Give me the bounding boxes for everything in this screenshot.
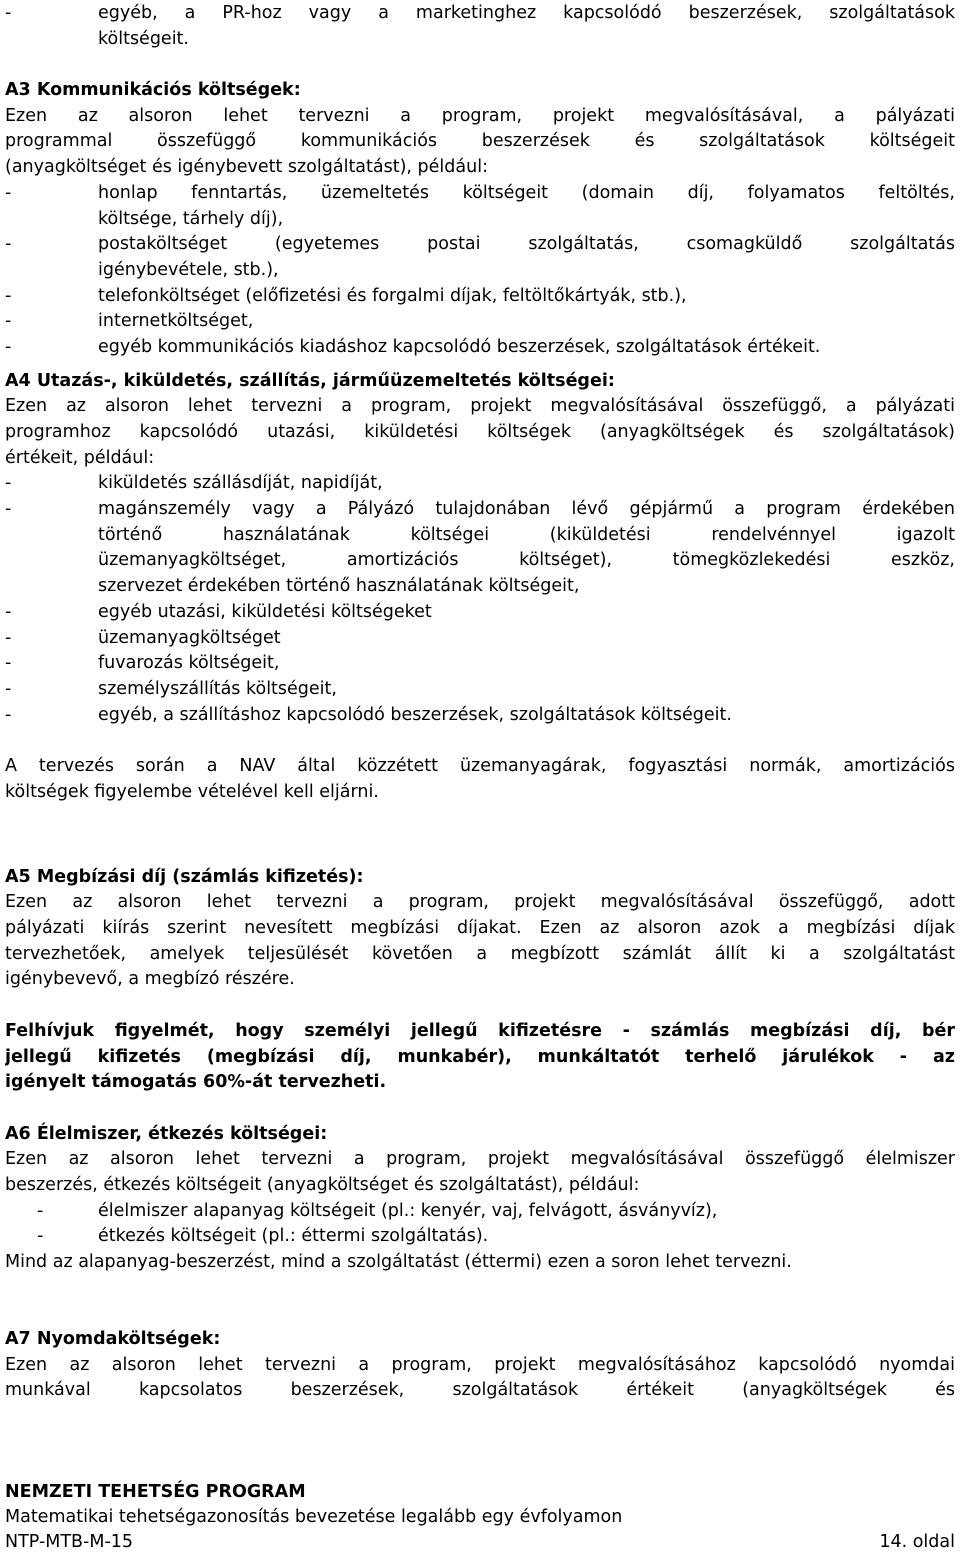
paragraph-line: (anyagköltséget és igénybevett szolgáltatást), például: (5, 157, 488, 178)
list-item (5, 703, 955, 729)
section-title-a7: A7 Nyomdaköltségek: (5, 1329, 221, 1350)
list-item (5, 497, 955, 523)
list-item (5, 1, 955, 27)
list-item (5, 677, 955, 703)
list-dash: - (5, 336, 12, 357)
list-item-text: étkezés költségeit (pl.: éttermi szolgáltatás). (98, 1226, 489, 1247)
list-dash: - (5, 499, 12, 520)
list-dash: - (37, 1226, 44, 1247)
footer-program: NEMZETI TEHETSÉG PROGRAM (5, 1482, 306, 1502)
list-item (5, 1199, 955, 1225)
list-dash: - (37, 1200, 44, 1221)
list-item-text: fuvarozás költségeit, (98, 653, 280, 674)
page-footer (5, 1480, 955, 1555)
spacer (5, 1096, 955, 1122)
spacer (5, 728, 955, 754)
list-item (5, 181, 955, 207)
list-item-text: személyszállítás költségeit, (98, 678, 337, 699)
paragraph-line: Ezen az alsoron lehet tervezni a program, projekt megvalósításával összefüggő, a pályázati (5, 396, 955, 417)
list-item-text: egyéb, a PR-hoz vagy a marketinghez kapcsolódó beszerzések, szolgáltatások (98, 3, 955, 23)
list-item-text: internetköltséget, (98, 311, 254, 332)
section-title-a3: A3 Kommunikációs költségek: (5, 80, 301, 101)
spacer (5, 857, 955, 865)
list-item-text: üzemanyagköltséget (98, 627, 281, 648)
list-dash: - (5, 627, 12, 648)
list-item-text: egyéb, a szállításhoz kapcsolódó beszerzések, szolgáltatások költségeit. (98, 704, 732, 725)
warning-line: Felhívjuk figyelmét, hogy személyi jellegű kifizetésre - számlás megbízási díj, bér (5, 1020, 955, 1041)
footer-code: NTP-MTB-M-15 (5, 1532, 134, 1552)
paragraph-line: értékeit, például: (5, 447, 155, 468)
paragraph-line: A tervezés során a NAV által közzétett üzemanyagárak, fogyasztási normák, amortizációs (5, 755, 955, 776)
section-title-a6: A6 Élelmiszer, étkezés költségei: (5, 1123, 328, 1144)
list-item (5, 232, 955, 258)
paragraph-line: beszerzés, étkezés költségeit (anyagköltséget és szolgáltatást), például: (5, 1174, 640, 1195)
list-item-text: egyéb utazási, kiküldetési költségeket (98, 601, 432, 622)
list-item (5, 651, 955, 677)
spacer (5, 831, 955, 857)
list-dash: - (5, 234, 12, 255)
list-item-text: egyéb kommunikációs kiadáshoz kapcsolódó beszerzések, szolgáltatások értékeit. (98, 336, 821, 357)
paragraph-line: pályázati kiírás szerint nevesített megbízási díjakat. Ezen az alsoron azok a megbízási díjak (5, 918, 955, 939)
warning-line: igényelt támogatás 60%-át tervezheti. (5, 1072, 387, 1093)
spacer (5, 1301, 955, 1327)
paragraph-line: költségek figyelembe vételével kell eljárni. (5, 781, 379, 802)
paragraph-line: programhoz kapcsolódó utazási, kiküldetési költségek (anyagköltségek és szolgáltatások) (5, 422, 955, 442)
list-item-text: telefonköltséget (előfizetési és forgalmi díjak, feltöltőkártyák, stb.), (98, 285, 687, 306)
list-item (5, 284, 955, 310)
list-dash: - (5, 704, 12, 725)
list-dash: - (5, 311, 12, 332)
list-dash: - (5, 182, 12, 203)
list-item-text: kiküldetés szállásdíját, napidíját, (98, 473, 383, 494)
list-item-continuation: történő használatának költségei (kiküldetési rendelvénnyel igazolt (98, 524, 955, 545)
list-item-text: magánszemély vagy a Pályázó tulajdonában lévő gépjármű a program érdekében (98, 499, 955, 520)
list-item (5, 335, 955, 361)
paragraph-line: Mind az alapanyag-beszerzést, mind a szolgáltatást (éttermi) ezen a soron lehet tervezni. (5, 1252, 792, 1272)
list-dash: - (5, 285, 12, 306)
list-item (5, 309, 955, 335)
paragraph-line: Ezen az alsoron lehet tervezni a program, projekt megvalósításához kapcsolódó nyomdai (5, 1354, 955, 1375)
list-dash: - (5, 601, 12, 622)
list-dash: - (5, 678, 12, 699)
page-number: 14. oldal (879, 1532, 955, 1552)
list-item-text: honlap fenntartás, üzemeltetés költségeit (domain díj, folyamatos feltöltés, (98, 182, 955, 203)
footer-subtitle: Matematikai tehetségazonosítás bevezetése legalább egy évfolyamon (5, 1507, 623, 1527)
list-dash: - (5, 653, 12, 674)
list-dash: - (5, 3, 12, 23)
spacer (5, 1276, 955, 1302)
spacer (5, 993, 955, 1019)
spacer (5, 52, 955, 78)
section-title-a4: A4 Utazás-, kiküldetés, szállítás, járműüzemeltetés költségei: (5, 370, 615, 391)
warning-line: jellegű kifizetés (megbízási díj, munkabér), munkáltatót terhelő járulékok - az (5, 1046, 955, 1067)
list-item-continuation: szervezet érdekében történő használatának költségeit, (98, 576, 580, 597)
paragraph-line: Ezen az alsoron lehet tervezni a program, projekt megvalósításával, a pályázati (5, 105, 955, 126)
list-item (5, 471, 955, 497)
paragraph-line: igénybevevő, a megbízó részére. (5, 969, 295, 990)
list-item-continuation: költségeit. (98, 28, 189, 49)
list-item (5, 600, 955, 626)
paragraph-line: munkával kapcsolatos beszerzések, szolgáltatások értékeit (anyagköltségek és (5, 1380, 955, 1401)
list-item-continuation: üzemanyagköltséget, amortizációs költséget), tömegközlekedési eszköz, (98, 550, 955, 571)
list-item (5, 1224, 955, 1250)
paragraph-line: Ezen az alsoron lehet tervezni a program, projekt megvalósításával összefüggő, adott (5, 892, 955, 913)
list-item-text: postaköltséget (egyetemes postai szolgáltatás, csomagküldő szolgáltatás (98, 234, 955, 255)
spacer (5, 361, 955, 369)
list-item (5, 626, 955, 652)
list-item-continuation: költsége, tárhely díj), (98, 208, 284, 229)
paragraph-line: Ezen az alsoron lehet tervezni a program, projekt megvalósításával összefüggő élelmiszer (5, 1149, 955, 1170)
list-item-text: élelmiszer alapanyag költségeit (pl.: kenyér, vaj, felvágott, ásványvíz), (98, 1200, 718, 1221)
list-dash: - (5, 473, 12, 494)
footer-row (5, 1530, 955, 1555)
list-item-continuation: igénybevétele, stb.), (98, 259, 279, 280)
spacer (5, 805, 955, 831)
section-title-a5: A5 Megbízási díj (számlás kifizetés): (5, 866, 364, 887)
document-body (5, 1, 955, 1404)
paragraph-line: programmal összefüggő kommunikációs beszerzések és szolgáltatások költségeit (5, 131, 955, 152)
paragraph-line: tervezhetőek, amelyek teljesülését követően a megbízott számlát állít ki a szolgáltatást (5, 943, 955, 964)
